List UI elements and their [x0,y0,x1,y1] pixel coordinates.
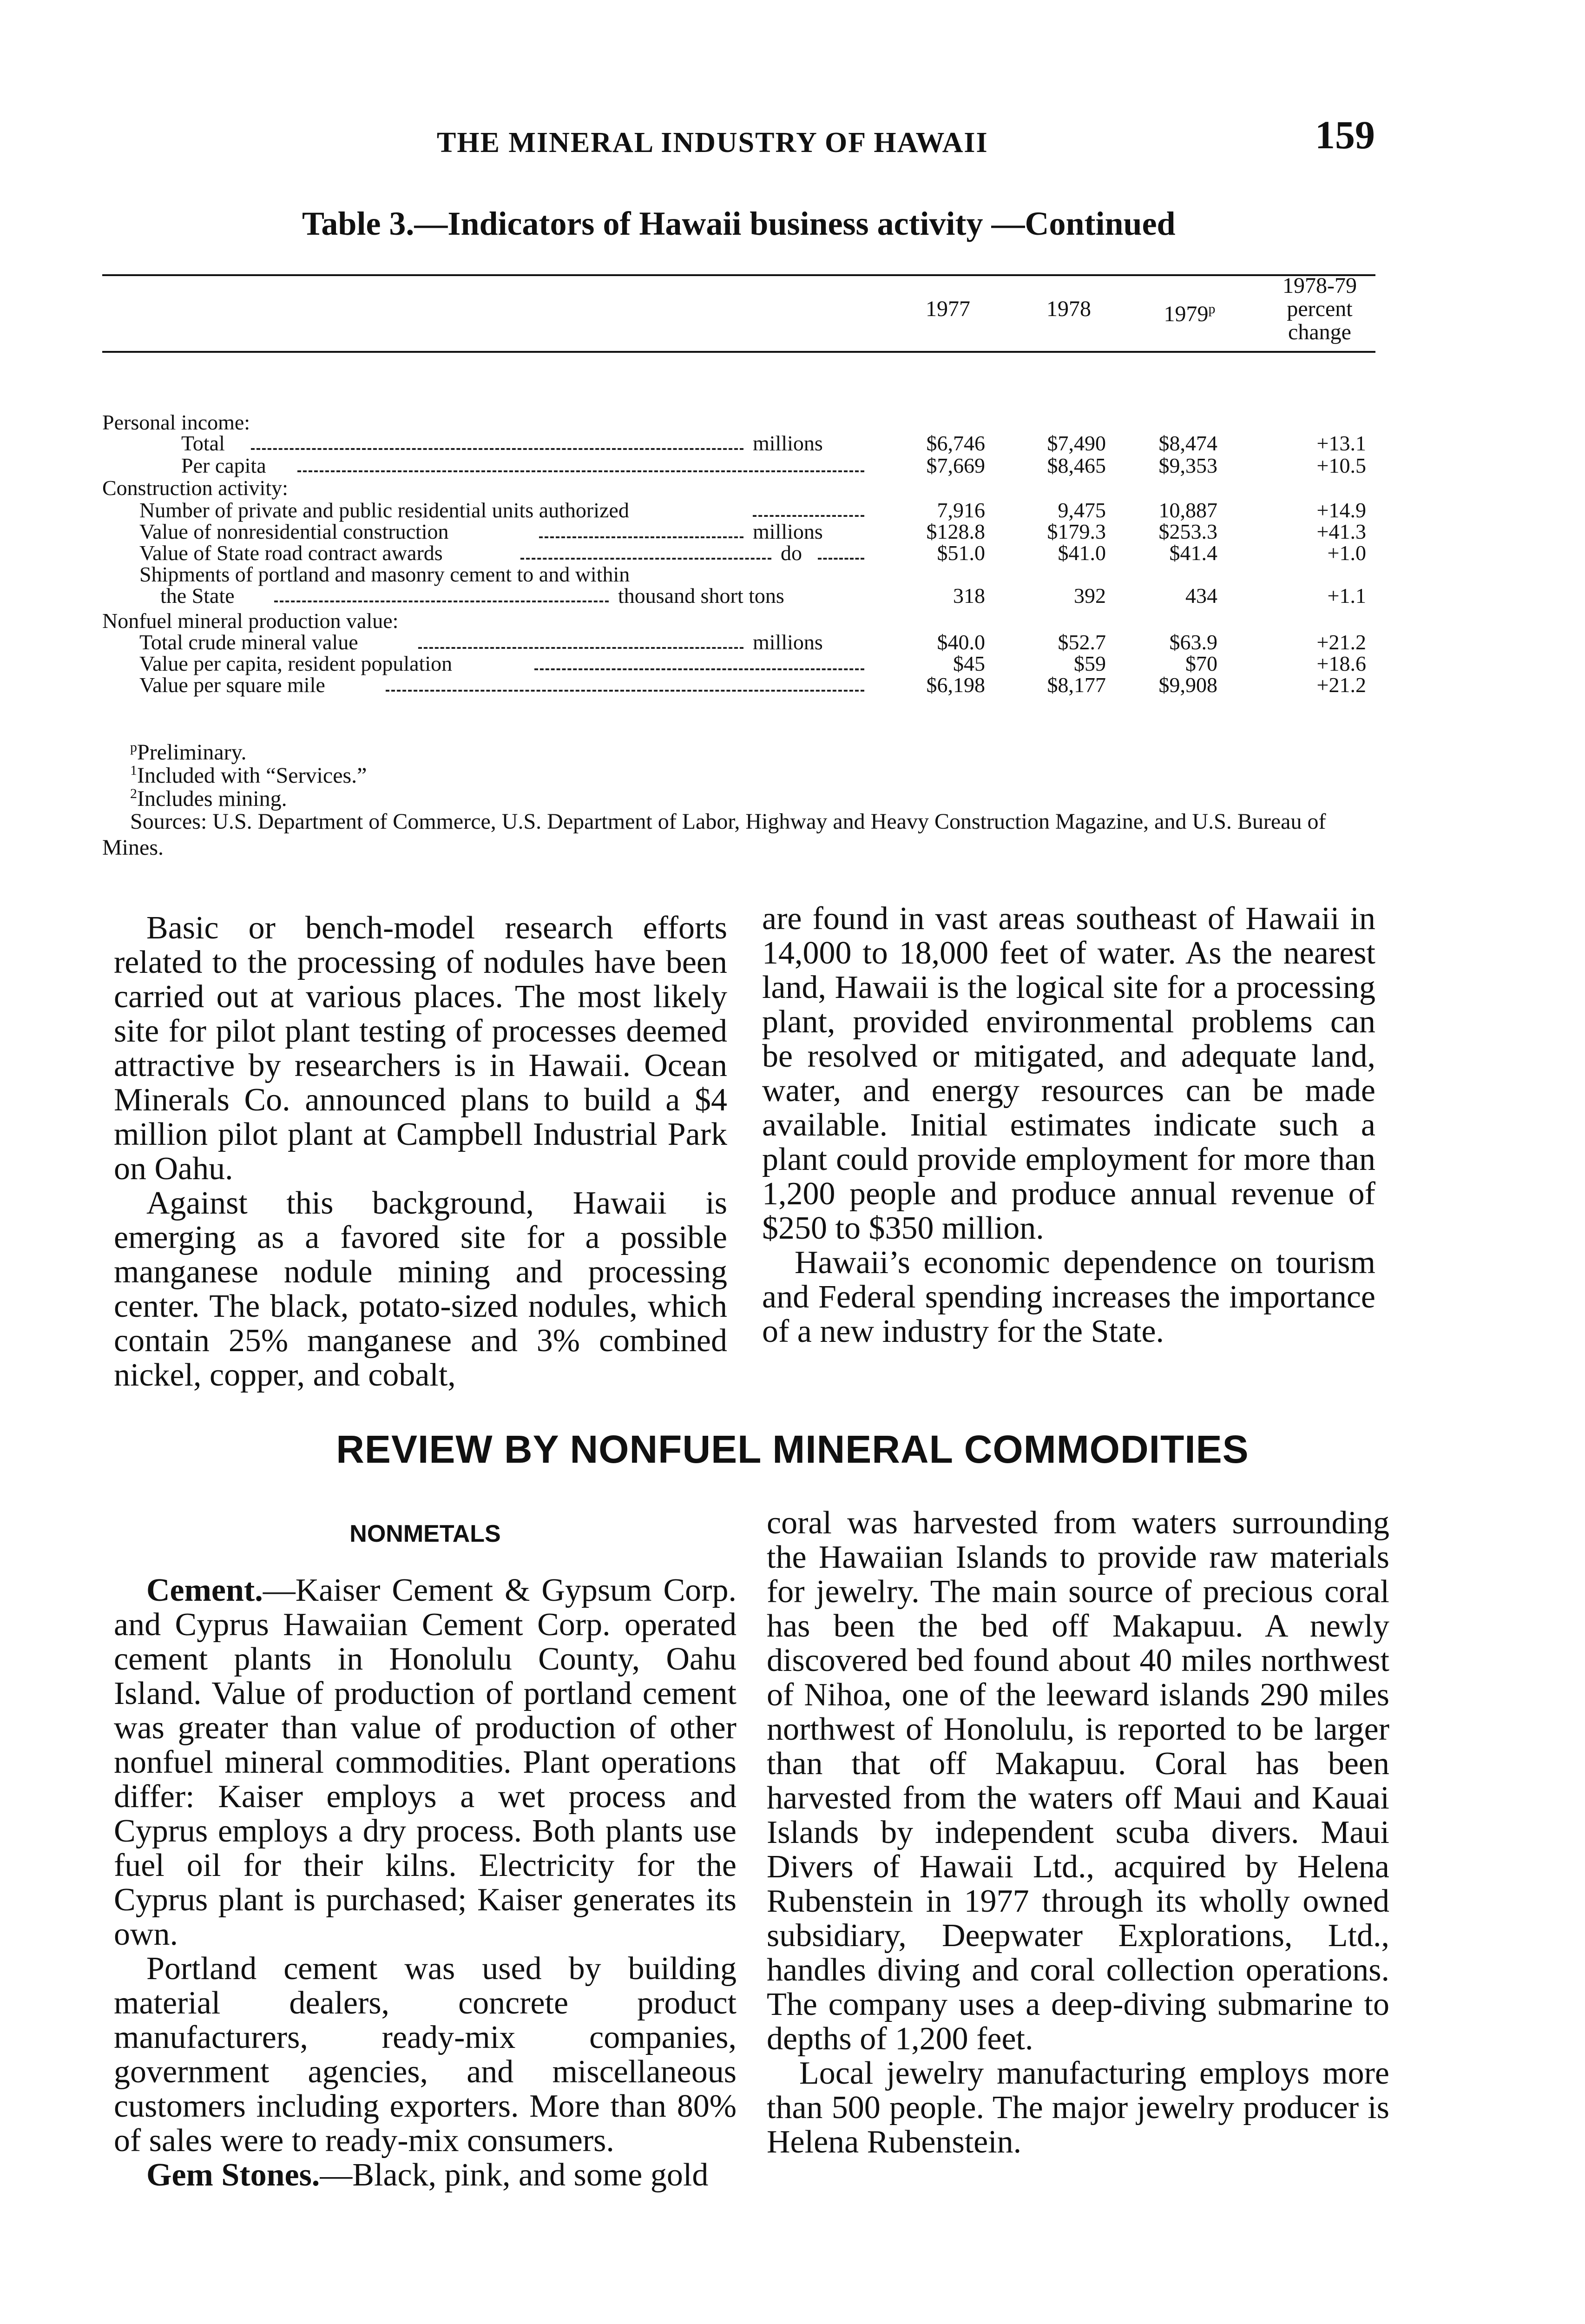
row-label: Construction activity: [102,476,288,500]
page-number: 159 [1315,112,1375,157]
value-change: +1.0 [1327,541,1366,565]
leader-dots [386,690,864,692]
value-1978: $8,465 [1047,454,1106,477]
value-1977: $7,669 [926,454,985,477]
value-1978: $59 [1074,652,1106,675]
value-1977: $45 [953,652,985,675]
row-unit: millions [753,520,823,543]
value-1977: $128.8 [926,520,985,543]
value-1977: $6,198 [926,673,985,697]
row-label: Value of nonresidential construction [139,520,449,543]
table-row [0,477,1585,499]
value-1977: $40.0 [937,630,985,654]
cement-text: —Kaiser Cement & Gypsum Corp. and Cyprus Hawaiian Cement Corp. operated cement plants in Honolulu County, Oahu Island. Value of production of portland cement was greater than value of production of other nonfuel mineral commodities. Plant operations differ: Kaiser employs a wet process and Cyprus employs a dry process. Both plants use fuel oil for their kilns. Electricity for the Cyprus plant is purchased; Kaiser generates its own. [114,1572,737,1952]
value-1979: $8,474 [1158,431,1217,455]
table-row [0,542,1585,564]
gem-stones-text: —Black, pink, and some gold [320,2157,709,2193]
footnote [130,781,287,812]
value-change: +41.3 [1316,520,1366,543]
value-1979: $9,353 [1158,454,1217,477]
value-1978: $7,490 [1047,431,1106,455]
leader-dots [418,647,743,649]
value-1979: $253.3 [1158,520,1217,543]
leader-dots [251,448,743,450]
value-1979: $9,908 [1158,673,1217,697]
table-row [0,521,1585,543]
paragraph [114,1573,737,1952]
paragraph: coral was harvested from waters surrounding the Hawaiian Islands to provide raw materials for jewelry. The main source of precious coral has been the bed off Makapuu. A newly discovered bed found about 40 miles northwest of Nihoa, one of the leeward islands 290 miles northwest of Honolulu, is reported to be larger than that off Makapuu. Coral has been harvested from the waters off Maui and Kauai Islands by independent scuba divers. Maui Divers of Hawaii Ltd., acquired by Helena Rubenstein in 1977 through its wholly owned subsidiary, Deepwater Explorations, Ltd., handles diving and coral collection operations. The company uses a deep-diving submarine to depths of 1,200 feet. [767,1505,1389,2057]
table-row [0,585,1585,607]
value-change: +10.5 [1316,454,1366,477]
row-label: Shipments of portland and masonry cement to and within [139,562,630,586]
table-title: Table 3.—Indicators of Hawaii business activity —Continued [302,205,1176,242]
body-column-left [114,911,727,1393]
footnote-text: Includes mining. [137,786,287,811]
value-1978: $41.0 [1058,541,1106,565]
value-change: +14.9 [1316,498,1366,522]
paragraph: are found in vast areas southeast of Hawaii in 14,000 to 18,000 feet of water. As the nearest land, Hawaii is the logical site for a processing plant, provided environmental problems can be resolved or mitigated, and adequate land, water, and energy resources can be made available. Initial estimates indicate such a plant could provide employment for more than 1,200 people and produce annual revenue of $250 to $350 million. [762,901,1375,1246]
col-head-1979-year: 1979 [1164,302,1209,326]
footnote-text: Included with “Services.” [137,763,367,788]
table-top-rule [102,274,1375,276]
table-row [0,563,1585,586]
row-label: Number of private and public residential units authorized [139,498,629,522]
row-label: the State [160,584,235,607]
col-head-1978: 1978 [1046,297,1091,321]
table-row [0,499,1585,522]
table-head-rule [102,351,1375,353]
gem-stones-heading: Gem Stones. [146,2157,320,2193]
col-head-1977: 1977 [926,297,970,321]
value-change: +18.6 [1316,652,1366,675]
leader-dots [297,470,864,472]
row-label: Total [181,431,225,455]
col-head-1979 [1143,297,1236,326]
paragraph: Hawaii’s economic dependence on tourism and Federal spending increases the importance of a new industry for the State. [762,1245,1375,1349]
paragraph: Portland cement was used by building material dealers, concrete product manufacturers, ready-mix companies, government agencies, and miscellaneous customers including exporters. More than 80% of sales were to ready-mix consumers. [114,1951,737,2159]
table-row [0,674,1585,696]
value-change: +13.1 [1316,431,1366,455]
col-head-percent: percent [1287,297,1353,321]
leader-dots [534,668,864,670]
value-1978: 392 [1074,584,1106,607]
col-head-period: 1978-79 [1282,273,1357,298]
value-1979: 434 [1185,584,1217,607]
row-unit: thousand short tons [618,584,784,607]
col-head-1979-sup: p [1208,301,1216,317]
row-label: Value of State road contract awards [139,541,443,565]
value-1978: $179.3 [1047,520,1106,543]
paragraph: Against this background, Hawaii is emerging as a favored site for a possible manganese nodule mining and processing center. The black, potato-sized nodules, which contain 25% manganese and 3% combined nickel, copper, and cobalt, [114,1185,727,1393]
footnote-mark: p [130,739,137,755]
table-row [0,411,1585,434]
leader-dots [520,558,771,560]
leader-dots [818,558,864,560]
row-label: Value per capita, resident population [139,652,453,675]
table-row [0,653,1585,675]
row-label: Total crude mineral value [139,630,358,654]
leader-dots [274,601,609,602]
paragraph: Local jewelry manufacturing employs more than 500 people. The major jewelry producer is Helena Rubenstein. [767,2055,1389,2160]
row-label: Value per square mile [139,673,325,697]
footnote-text: Preliminary. [137,740,247,765]
row-unit: millions [753,431,823,455]
row-label: Nonfuel mineral production value: [102,609,399,633]
value-1979: 10,887 [1158,498,1217,522]
body-column-right-lower [767,1506,1389,2159]
value-change: +1.1 [1327,584,1366,607]
paragraph [114,2158,737,2192]
row-label: Personal income: [102,410,250,434]
row-label: Per capita [181,454,266,477]
value-change: +21.2 [1316,630,1366,654]
subsection-heading: NONMETALS [349,1520,501,1547]
row-unit: millions [753,630,823,654]
leader-dots [539,536,743,538]
value-1978: 9,475 [1058,498,1106,522]
value-1979: $70 [1185,652,1217,675]
leader-dots [753,515,864,517]
table-sources: Sources: U.S. Department of Commerce, U.S. Department of Labor, Highway and Heavy Construction Magazine, and U.S. Bureau of Mines. [102,809,1326,860]
col-head-change: change [1288,320,1351,344]
value-1978: $8,177 [1047,673,1106,697]
table-row [0,610,1585,632]
footnote-mark: 2 [130,786,137,801]
running-header: THE MINERAL INDUSTRY OF HAWAII [437,127,988,158]
body-column-left-lower [114,1573,737,2192]
value-1977: 318 [953,584,985,607]
value-1978: $52.7 [1058,630,1106,654]
body-column-right [762,902,1375,1349]
cement-heading: Cement. [146,1572,263,1608]
col-head-percent-change [1264,274,1375,344]
value-1979: $41.4 [1169,541,1217,565]
table-row [0,631,1585,654]
footnote-mark: 1 [130,763,137,778]
row-unit: do [781,541,802,565]
value-1977: $51.0 [937,541,985,565]
value-1979: $63.9 [1169,630,1217,654]
value-change: +21.2 [1316,673,1366,697]
value-1977: $6,746 [926,431,985,455]
table-row [0,432,1585,455]
section-heading: REVIEW BY NONFUEL MINERAL COMMODITIES [336,1427,1249,1471]
table-row [0,455,1585,477]
paragraph: Basic or bench-model research efforts related to the processing of nodules have been carried out at various places. The most likely site for pilot plant testing of processes deemed attractive by researchers is in Hawaii. Ocean Minerals Co. announced plans to build a $4 million pilot plant at Campbell Industrial Park on Oahu. [114,910,727,1187]
value-1977: 7,916 [937,498,985,522]
